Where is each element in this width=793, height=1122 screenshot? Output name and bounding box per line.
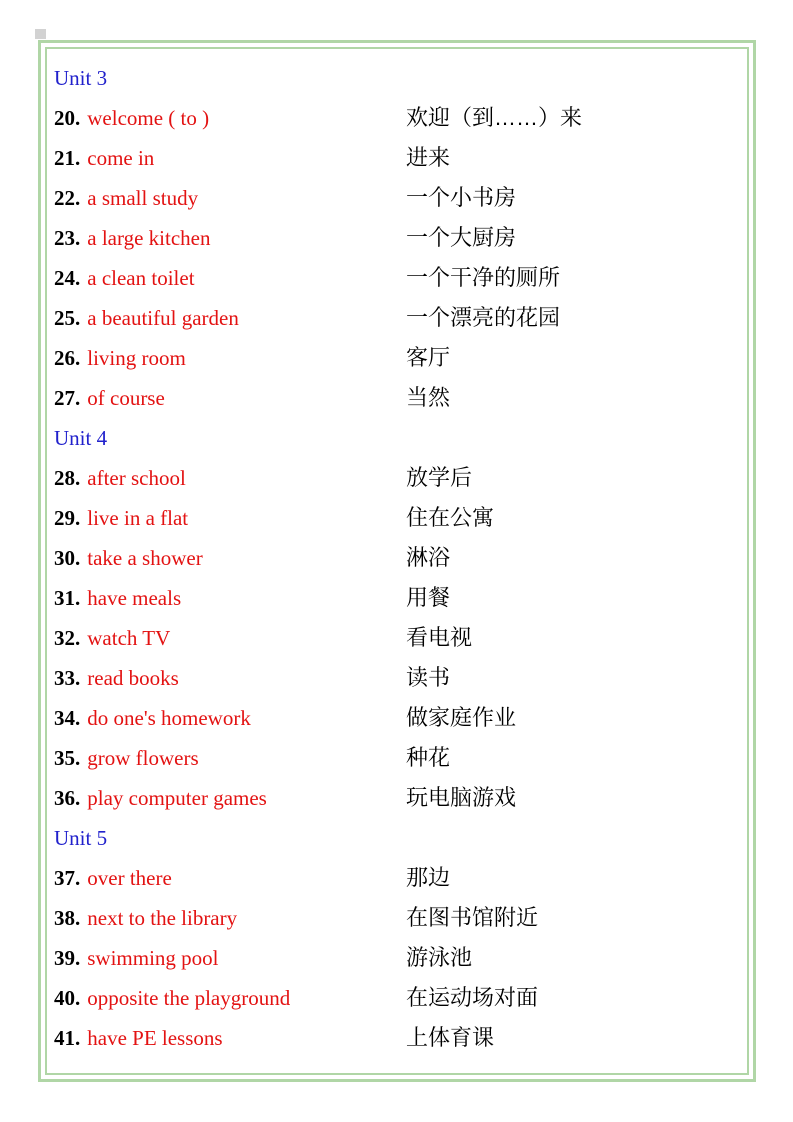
vocab-chinese-translation: 一个小书房 <box>406 185 517 210</box>
vocab-english-cell <box>54 618 406 658</box>
vocab-row <box>54 1018 741 1058</box>
vocab-english-cell <box>54 258 406 298</box>
vocab-row <box>54 138 741 178</box>
vocab-number: 20. <box>54 106 81 130</box>
page-border-frame <box>38 40 756 1082</box>
vocab-english-cell <box>54 978 406 1018</box>
vocab-english-cell <box>54 578 406 618</box>
vocab-number: 27. <box>54 386 81 410</box>
vocab-chinese-translation: 放学后 <box>406 465 473 490</box>
vocab-chinese-translation: 在运动场对面 <box>406 985 539 1010</box>
vocab-number: 29. <box>54 506 81 530</box>
page-content-area <box>45 47 749 1075</box>
vocab-row <box>54 498 741 538</box>
vocab-chinese-translation: 欢迎（到……）来 <box>406 105 583 130</box>
vocab-english-cell <box>54 858 406 898</box>
vocab-english-cell <box>54 538 406 578</box>
vocab-number: 25. <box>54 306 81 330</box>
vocab-row <box>54 618 741 658</box>
vocab-number: 26. <box>54 346 81 370</box>
vocab-english-phrase: a large kitchen <box>87 226 211 250</box>
vocab-english-cell <box>54 778 406 818</box>
vocab-english-cell <box>54 338 406 378</box>
vocab-row <box>54 938 741 978</box>
vocab-english-phrase: take a shower <box>87 546 203 570</box>
vocab-english-phrase: have PE lessons <box>87 1026 223 1050</box>
vocab-chinese-translation: 用餐 <box>406 585 451 610</box>
vocab-chinese-translation: 游泳池 <box>406 945 473 970</box>
vocab-english-phrase: come in <box>87 146 155 170</box>
vocab-number: 41. <box>54 1026 81 1050</box>
vocab-number: 32. <box>54 626 81 650</box>
vocab-row <box>54 698 741 738</box>
vocab-row <box>54 298 741 338</box>
vocab-english-cell <box>54 938 406 978</box>
vocab-row <box>54 898 741 938</box>
vocab-chinese-translation: 一个干净的厕所 <box>406 265 561 290</box>
vocab-number: 31. <box>54 586 81 610</box>
vocab-english-cell <box>54 658 406 698</box>
vocab-english-phrase: next to the library <box>87 906 238 930</box>
vocab-chinese-translation: 看电视 <box>406 625 473 650</box>
vocab-chinese-translation: 一个大厨房 <box>406 225 517 250</box>
vocab-english-phrase: welcome ( to ) <box>87 106 210 130</box>
vocab-english-phrase: a beautiful garden <box>87 306 239 330</box>
vocab-english-phrase: live in a flat <box>87 506 189 530</box>
vocab-english-cell <box>54 1018 406 1058</box>
vocab-number: 22. <box>54 186 81 210</box>
vocab-chinese-translation: 客厅 <box>406 345 451 370</box>
vocab-chinese-translation: 住在公寓 <box>406 505 495 530</box>
vocab-row <box>54 98 741 138</box>
vocab-english-phrase: a clean toilet <box>87 266 195 290</box>
vocab-row <box>54 738 741 778</box>
unit-header <box>54 818 741 858</box>
unit-header <box>54 418 741 458</box>
unit-header-label: Unit 5 <box>54 826 108 850</box>
vocab-row <box>54 178 741 218</box>
vocab-number: 39. <box>54 946 81 970</box>
vocab-english-cell <box>54 698 406 738</box>
vocab-number: 24. <box>54 266 81 290</box>
vocab-english-cell <box>54 178 406 218</box>
vocab-chinese-translation: 读书 <box>406 665 451 690</box>
vocab-english-phrase: after school <box>87 466 186 490</box>
vocab-row <box>54 458 741 498</box>
vocab-number: 34. <box>54 706 81 730</box>
vocab-number: 21. <box>54 146 81 170</box>
vocab-english-cell <box>54 498 406 538</box>
vocab-english-phrase: grow flowers <box>87 746 199 770</box>
vocab-row <box>54 658 741 698</box>
vocab-english-cell <box>54 298 406 338</box>
vocab-english-cell <box>54 138 406 178</box>
vocab-english-cell <box>54 738 406 778</box>
vocab-english-phrase: opposite the playground <box>87 986 291 1010</box>
vocab-chinese-translation: 在图书馆附近 <box>406 905 539 930</box>
vocab-number: 23. <box>54 226 81 250</box>
vocab-chinese-translation: 当然 <box>406 385 451 410</box>
vocab-english-cell <box>54 218 406 258</box>
vocab-chinese-translation: 一个漂亮的花园 <box>406 305 561 330</box>
vocab-chinese-translation: 那边 <box>406 865 451 890</box>
vocab-row <box>54 258 741 298</box>
vocab-number: 38. <box>54 906 81 930</box>
vocab-english-phrase: play computer games <box>87 786 267 810</box>
vocabulary-list <box>54 58 741 1058</box>
vocab-row <box>54 338 741 378</box>
vocab-number: 37. <box>54 866 81 890</box>
vocab-number: 30. <box>54 546 81 570</box>
vocab-english-phrase: living room <box>87 346 186 370</box>
vocab-chinese-translation: 做家庭作业 <box>406 705 517 730</box>
vocab-number: 33. <box>54 666 81 690</box>
vocab-chinese-translation: 淋浴 <box>406 545 451 570</box>
vocab-chinese-translation: 进来 <box>406 145 451 170</box>
vocab-number: 28. <box>54 466 81 490</box>
unit-header-label: Unit 4 <box>54 426 108 450</box>
vocab-chinese-translation: 种花 <box>406 745 451 770</box>
vocab-english-phrase: read books <box>87 666 179 690</box>
vocab-row <box>54 858 741 898</box>
vocab-row <box>54 578 741 618</box>
vocab-english-cell <box>54 458 406 498</box>
vocab-row <box>54 378 741 418</box>
vocab-english-cell <box>54 378 406 418</box>
vocab-english-cell <box>54 898 406 938</box>
vocab-english-phrase: of course <box>87 386 165 410</box>
vocab-chinese-translation: 上体育课 <box>406 1025 495 1050</box>
corner-artifact <box>35 29 46 39</box>
unit-header <box>54 58 741 98</box>
vocab-english-phrase: have meals <box>87 586 182 610</box>
vocab-number: 35. <box>54 746 81 770</box>
vocab-english-phrase: a small study <box>87 186 199 210</box>
vocab-english-phrase: watch TV <box>87 626 171 650</box>
unit-header-label: Unit 3 <box>54 66 108 90</box>
vocab-english-phrase: swimming pool <box>87 946 219 970</box>
vocab-chinese-translation: 玩电脑游戏 <box>406 785 517 810</box>
vocab-row <box>54 778 741 818</box>
vocab-number: 40. <box>54 986 81 1010</box>
vocab-row <box>54 538 741 578</box>
vocab-row <box>54 218 741 258</box>
vocab-number: 36. <box>54 786 81 810</box>
vocab-row <box>54 978 741 1018</box>
vocab-english-cell <box>54 98 406 138</box>
vocab-english-phrase: do one's homework <box>87 706 251 730</box>
vocab-english-phrase: over there <box>87 866 172 890</box>
